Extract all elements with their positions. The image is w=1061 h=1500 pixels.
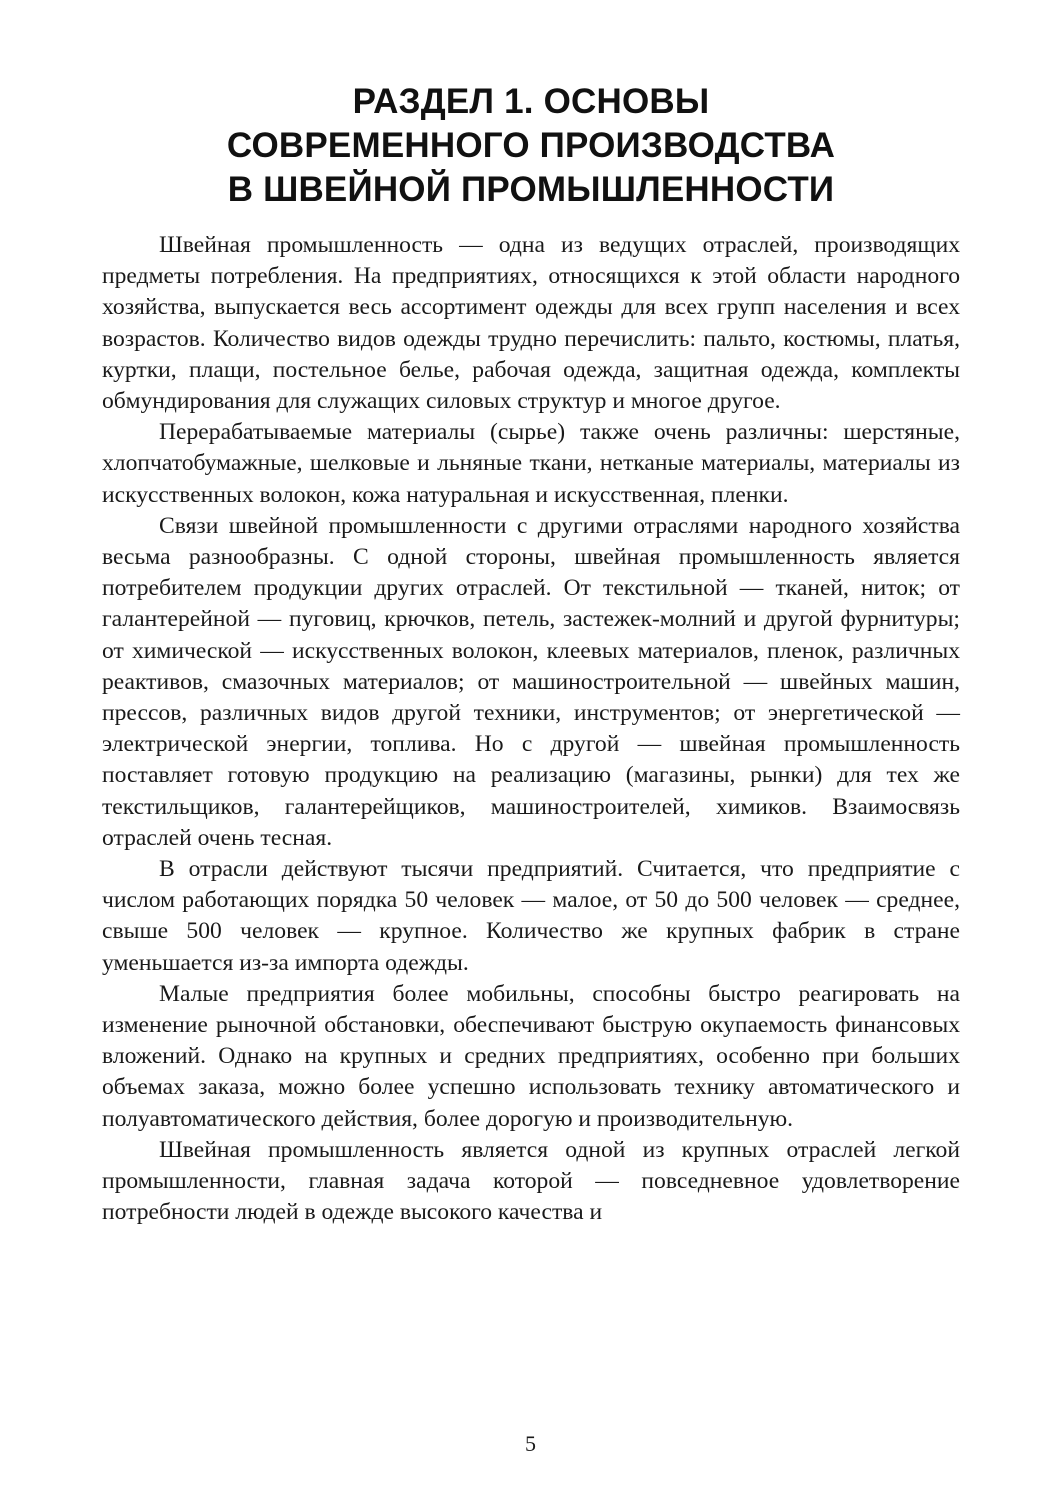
section-title [100,80,962,212]
paragraph-4: В отрасли действуют тысячи предприятий. Считается, что предприятие с числом работающих порядка 50 человек — малое, от 50 до 500 человек — среднее, свыше 500 человек — крупное. Количество же крупных фабрик в стране уменьшается из-за импорта одежды. [102,856,960,976]
body-text [102,230,960,1229]
paragraph-2: Перерабатываемые материалы (сырье) также очень различны: шерстяные, хлопчатобумажные, шелковые и льняные ткани, нетканые материалы, материалы из искусственных волокон, кожа натуральная и искусственная, пленки. [102,419,960,508]
section-title-line-3: В ШВЕЙНОЙ ПРОМЫШЛЕННОСТИ [227,170,835,209]
paragraph-5: Малые предприятия более мобильны, способны быстро реагировать на изменение рыночной обстановки, обеспечивают быструю окупаемость финансовых вложений. Однако на крупных и средних предприятиях, особенно при больших объемах заказа, можно более успешно использовать технику автоматического и полуавтоматического действия, более дорогую и производительную. [102,980,960,1132]
paragraph-1: Швейная промышленность — одна из ведущих отраслей, производящих предметы потребления. На предприятиях, относящихся к этой области народного хозяйства, выпускается весь ассортимент одежды для всех групп населения и всех возрастов. Количество видов одежды трудно перечислить: пальто, костюмы, платья, куртки, плащи, постельное белье, рабочая одежда, защитная одежда, комплекты обмундирования для служащих силовых структур и многое другое. [102,232,960,415]
section-title-line-2: СОВРЕМЕННОГО ПРОИЗВОДСТВА [226,126,836,165]
section-title-line-1: РАЗДЕЛ 1. ОСНОВЫ [352,82,710,121]
paragraph-6: Швейная промышленность является одной из крупных отраслей легкой промышленности, главная задача которой — повседневное удовлетворение потребности людей в одежде высокого качества и [102,1136,960,1226]
paragraph-3: Связи швейной промышленности с другими отраслями народного хозяйства весьма разнообразны. С одной стороны, швейная промышленность является потребителем продукции других отраслей. От текстильной — тканей, ниток; от галантерейной — пуговиц, крючков, петель, застежек-молний и другой фурнитуры; от химической — искусственных волокон, клеевых материалов, пленок, различных реактивов, смазочных материалов; от машиностроительной — швейных машин, прессов, различных видов другой техники, инструментов; от энергетической — электрической энергии, топлива. Но с другой — швейная промышленность поставляет готовую продукцию на реализацию (магазины, рынки) для тех же текстильщиков, галантерейщиков, машиностроителей, химиков. Взаимосвязь отраслей очень тесная. [102,512,960,851]
page-number: 5 [525,1431,536,1456]
